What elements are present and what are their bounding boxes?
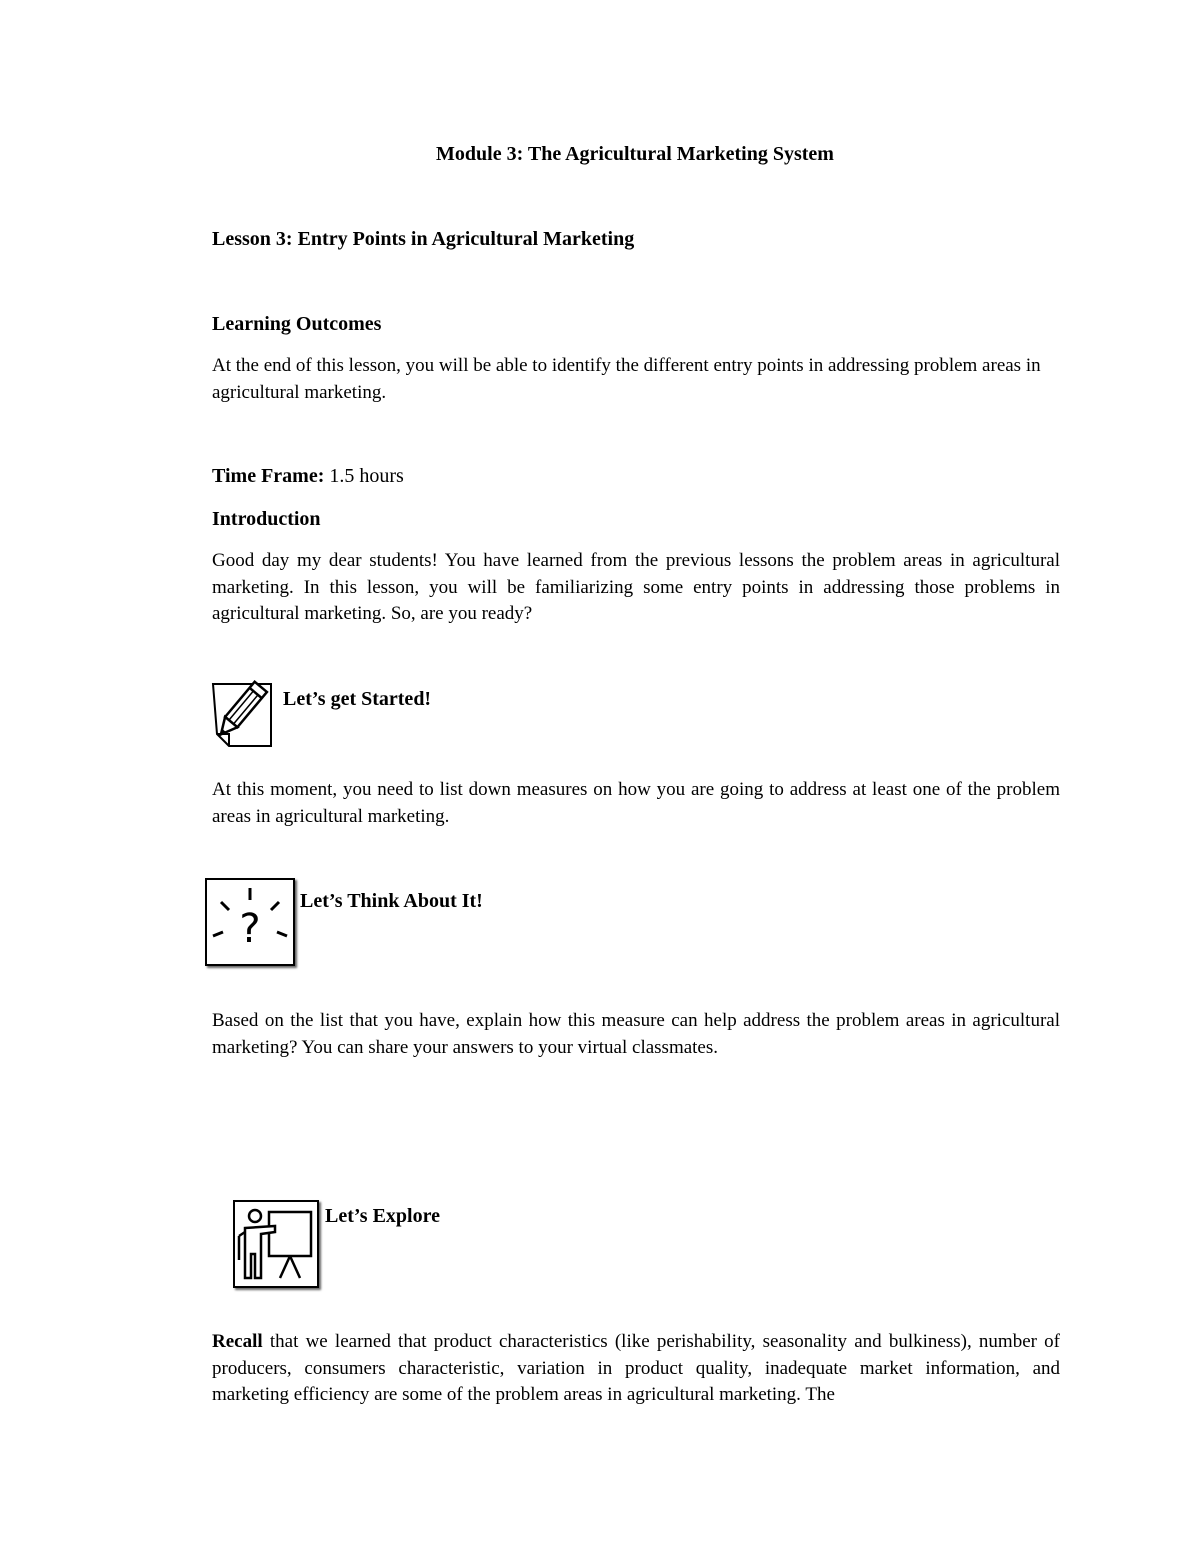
- pencil-icon: [207, 678, 275, 750]
- explore-label: Let’s Explore: [325, 1205, 440, 1227]
- introduction-heading: Introduction: [212, 508, 321, 530]
- time-frame-label: Time Frame:: [212, 465, 325, 487]
- explore-body: that we learned that product characteristics (like perishability, seasonality and bulkiness), number of producers, consumers characteristic, variation in product quality, inadequate market information, and marketing efficiency are some of the problem areas in agricultural marketing. The: [212, 1331, 1060, 1405]
- get-started-text: At this moment, you need to list down measures on how you are going to address at least one of the problem areas in agricultural marketing.: [212, 779, 1060, 827]
- lesson-title: Lesson 3: Entry Points in Agricultural Marketing: [212, 228, 635, 250]
- think-about-it-text: Based on the list that you have, explain how this measure can help address the problem areas in agricultural marketing? You can share your answers to your virtual classmates.: [212, 1010, 1060, 1058]
- explore-lead: Recall: [212, 1331, 263, 1352]
- question-mark-icon: [205, 878, 295, 966]
- explore-text: [212, 1329, 1060, 1409]
- module-title: Module 3: The Agricultural Marketing System: [436, 143, 834, 165]
- learning-outcomes-heading: Learning Outcomes: [212, 313, 382, 335]
- think-about-it-label: Let’s Think About It!: [300, 890, 483, 912]
- get-started-label: Let’s get Started!: [283, 688, 432, 710]
- presenter-board-icon: [233, 1200, 319, 1288]
- introduction-text: Good day my dear students! You have learned from the previous lessons the problem areas in agricultural marketing. In this lesson, you will be familiarizing some entry points in addressing those problems in agricultural marketing. So, are you ready?: [212, 550, 1060, 624]
- time-frame: [212, 463, 1060, 490]
- svg-text:?: ?: [239, 906, 261, 952]
- learning-outcomes-text: At the end of this lesson, you will be able to identify the different entry points in addressing problem areas in agricultural marketing.: [212, 355, 1041, 403]
- time-frame-value: 1.5 hours: [329, 465, 404, 487]
